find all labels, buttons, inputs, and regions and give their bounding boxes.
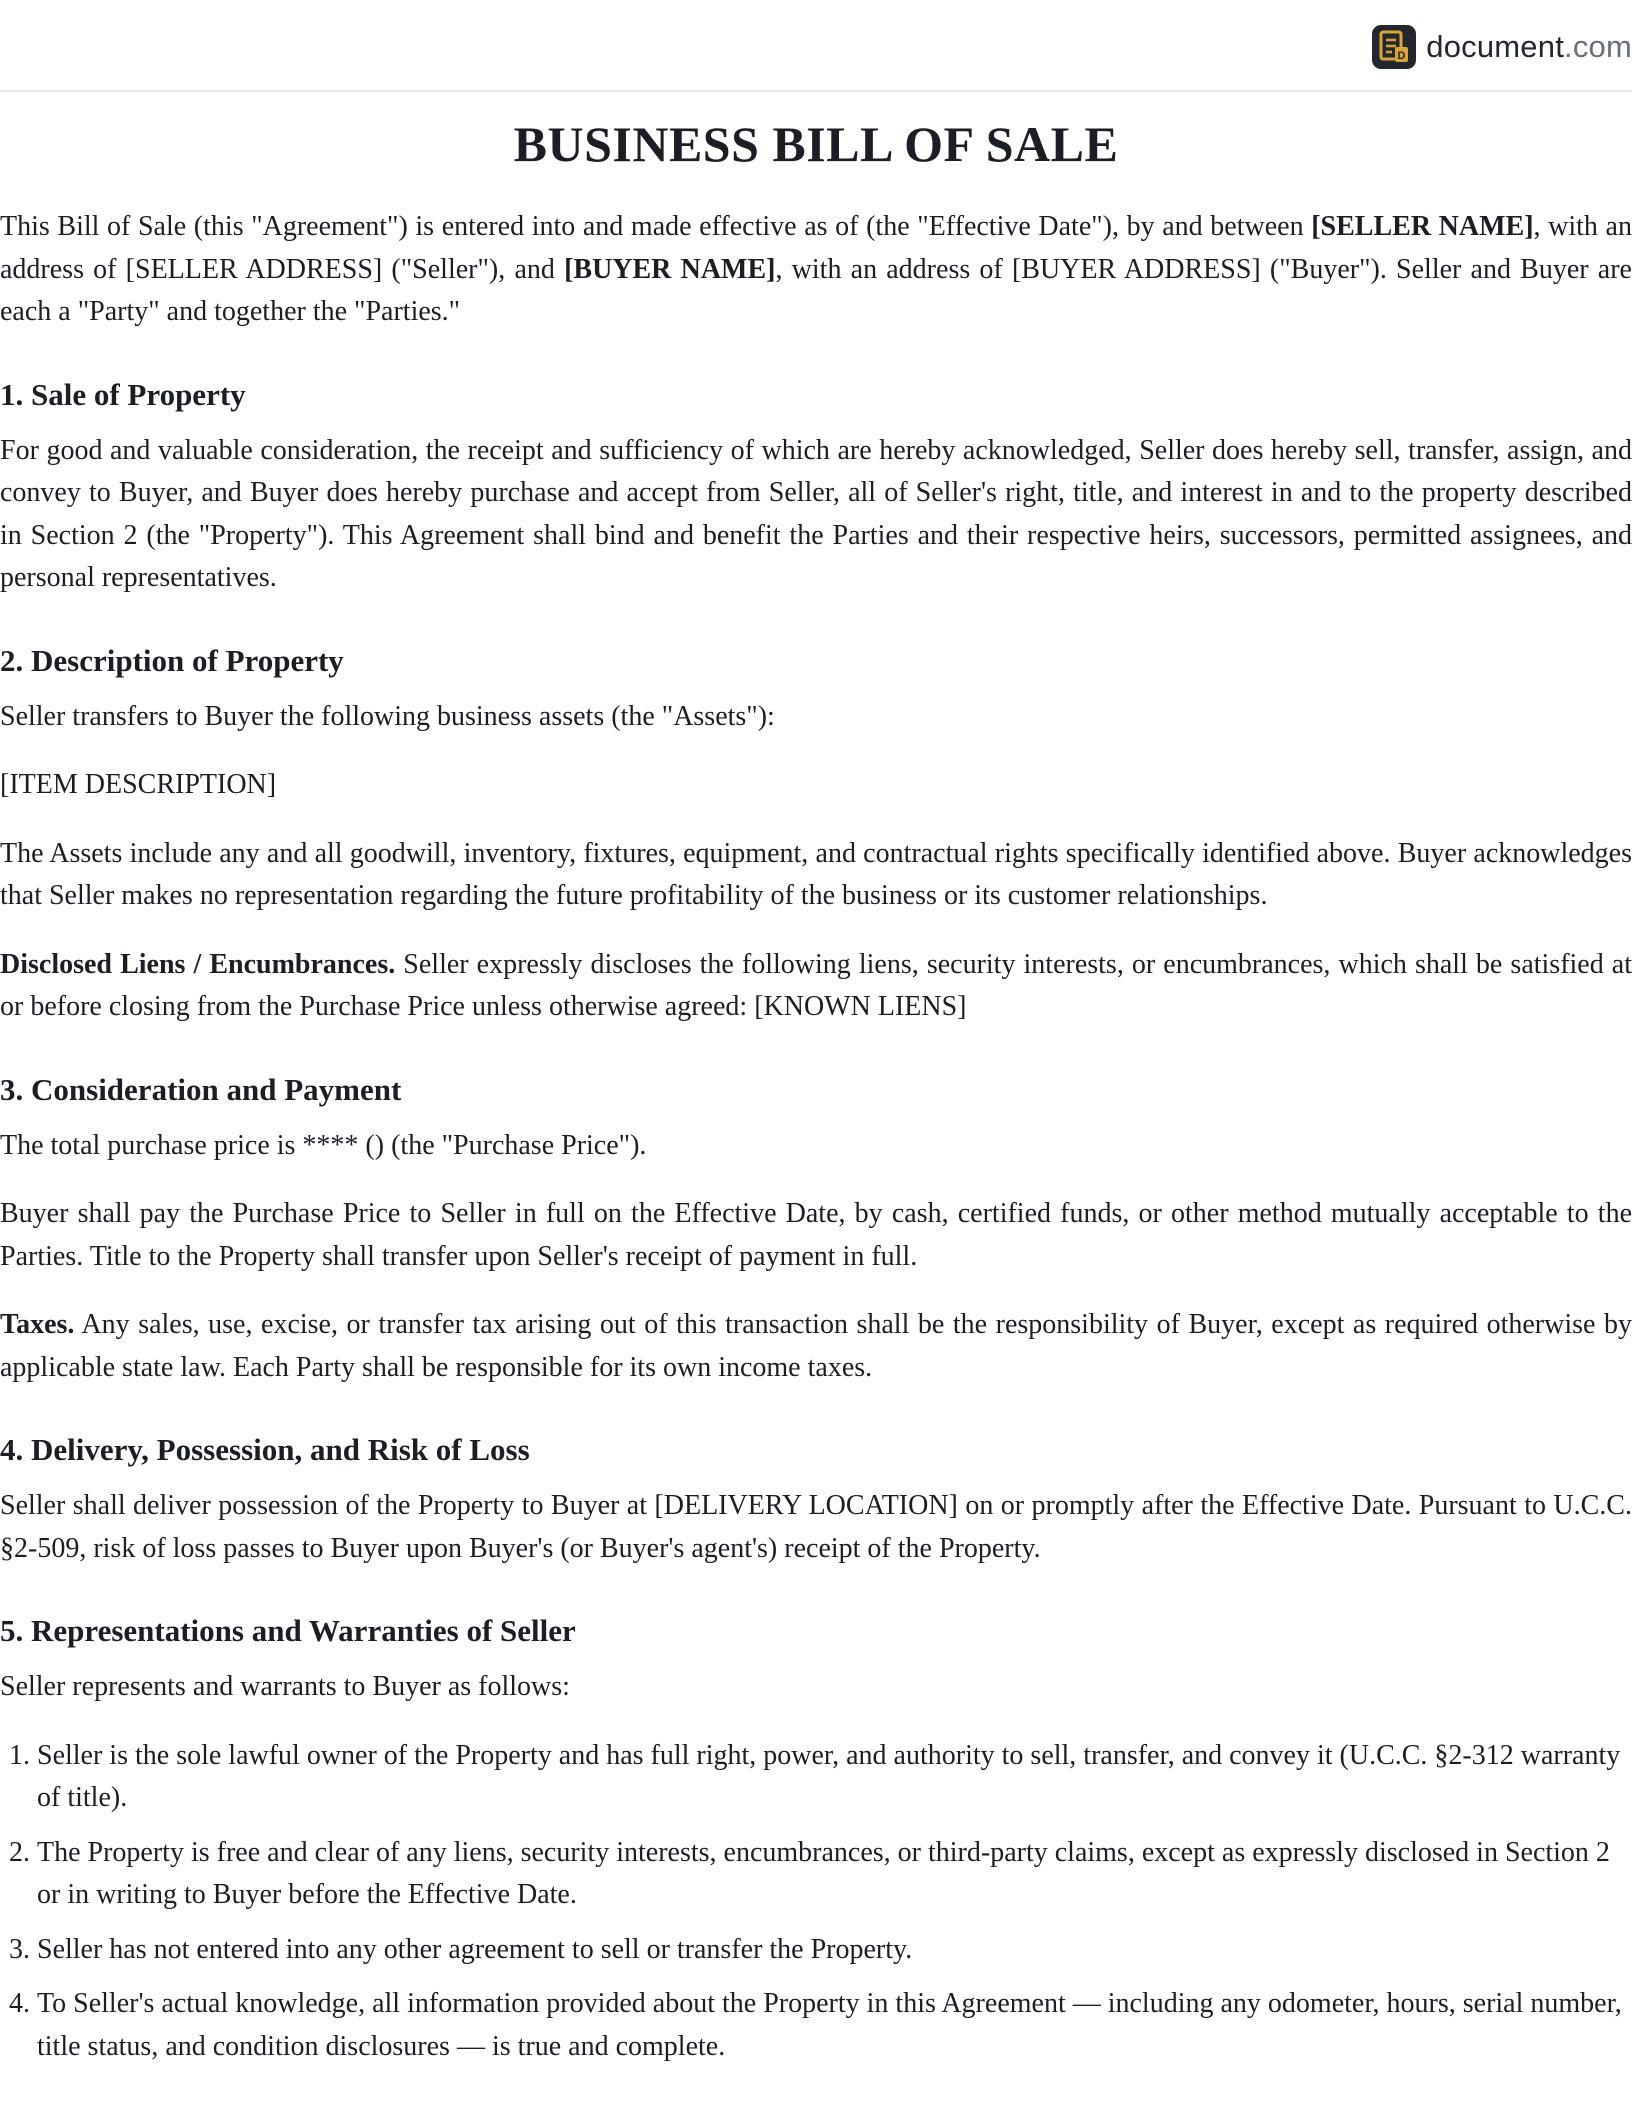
section-1-paragraph: For good and valuable consideration, the receipt and sufficiency of which are hereby acknowledged, Seller does hereby sell, transfer, assign, and convey to Buyer, and Buyer does hereby purchase and accept from Seller, all of Seller's right, title, and interest in and to the property described in Section 2 (the "Property"). This Agreement shall bind and benefit the Parties and their respective heirs, successors, permitted assignees, and personal representatives. — [0, 434, 1632, 593]
intro-text-1: This Bill of Sale (this "Agreement") is entered into and made effective as of (the "Effective Date"), by and between — [0, 211, 1312, 242]
warranties-list — [0, 1735, 1632, 2069]
taxes-paragraph — [0, 1304, 1632, 1389]
svg-text:D: D — [1397, 50, 1406, 62]
payment-paragraph: Buyer shall pay the Purchase Price to Seller in full on the Effective Date, by cash, certified funds, or other method mutually acceptable to the Parties. Title to the Property shall transfer upon Seller's receipt of payment in full. — [0, 1198, 1632, 1272]
list-item: 4. To Seller's actual knowledge, all information provided about the Property in this Agreement — including any odometer, hours, serial number, title status, and condition disclosures — is true and complete. — [37, 1983, 1632, 2068]
list-item: 2. The Property is free and clear of any liens, security interests, encumbrances, or third-party claims, except as expressly disclosed in Section 2 or in writing to Buyer before the Effective Date. — [37, 1832, 1632, 1917]
section-4-paragraph: Seller shall deliver possession of the Property to Buyer at [DELIVERY LOCATION] on or promptly after the Effective Date. Pursuant to U.C.C. §2-509, risk of loss passes to Buyer upon Buyer's (or Buyer's agent's) receipt of the Property. — [0, 1490, 1632, 1564]
brand-name: document — [1426, 29, 1565, 64]
liens-text: Seller expressly discloses the following liens, security interests, or encumbrances, which shall be satisfied at or before closing from the Purchase Price unless otherwise agreed: [KNOWN LIENS] — [0, 948, 1632, 1022]
section-1-heading: 1. Sale of Property — [0, 376, 246, 412]
intro-paragraph — [0, 206, 1632, 334]
brand-tld: .com — [1564, 29, 1632, 64]
section-2-intro: Seller transfers to Buyer the following business assets (the "Assets"): — [0, 700, 775, 732]
list-item: 3. Seller has not entered into any other agreement to sell or transfer the Property. — [37, 1929, 1632, 1972]
list-item: 1. Seller is the sole lawful owner of the Property and has full right, power, and authority to sell, transfer, and convey it (U.C.C. §2-312 warranty of title). — [37, 1735, 1632, 1820]
taxes-label: Taxes. — [0, 1309, 75, 1340]
intro-text-3: , with an address of [BUYER ADDRESS] ("Buyer"). Seller and Buyer are each a "Party" and together the "Parties." — [0, 253, 1632, 327]
document-title: BUSINESS BILL OF SALE — [513, 116, 1119, 172]
intro-text-2: , with an address of [SELLER ADDRESS] ("Seller"), and — [0, 211, 1632, 285]
section-5-heading: 5. Representations and Warranties of Seller — [0, 1613, 576, 1648]
section-5-intro: Seller represents and warrants to Buyer as follows: — [0, 1671, 570, 1702]
buyer-name-placeholder: [BUYER NAME] — [564, 253, 776, 285]
section-3-heading: 3. Consideration and Payment — [0, 1071, 402, 1107]
item-description-placeholder: [ITEM DESCRIPTION] — [0, 769, 277, 800]
purchase-price-paragraph: The total purchase price is **** () (the "Purchase Price"). — [0, 1129, 647, 1161]
brand-logo[interactable] — [1372, 22, 1632, 72]
document-logo-icon — [1372, 25, 1416, 69]
section-2-assets-paragraph: The Assets include any and all goodwill, inventory, fixtures, equipment, and contractual rights specifically identified above. Buyer acknowledges that Seller makes no representation regarding the future profitability of the business or its customer relationships. — [0, 837, 1632, 911]
section-2-heading: 2. Description of Property — [0, 642, 344, 678]
section-2-liens-paragraph — [0, 944, 1632, 1029]
taxes-text: Any sales, use, excise, or transfer tax arising out of this transaction shall be the responsibility of Buyer, except as required otherwise by applicable state law. Each Party shall be responsible for its own income taxes. — [0, 1309, 1632, 1383]
seller-name-placeholder: [SELLER NAME] — [1311, 211, 1534, 242]
liens-label: Disclosed Liens / Encumbrances. — [0, 948, 396, 980]
document-body — [0, 92, 1632, 2068]
page-header — [0, 0, 1632, 92]
section-4-heading: 4. Delivery, Possession, and Risk of Loss — [0, 1432, 530, 1467]
